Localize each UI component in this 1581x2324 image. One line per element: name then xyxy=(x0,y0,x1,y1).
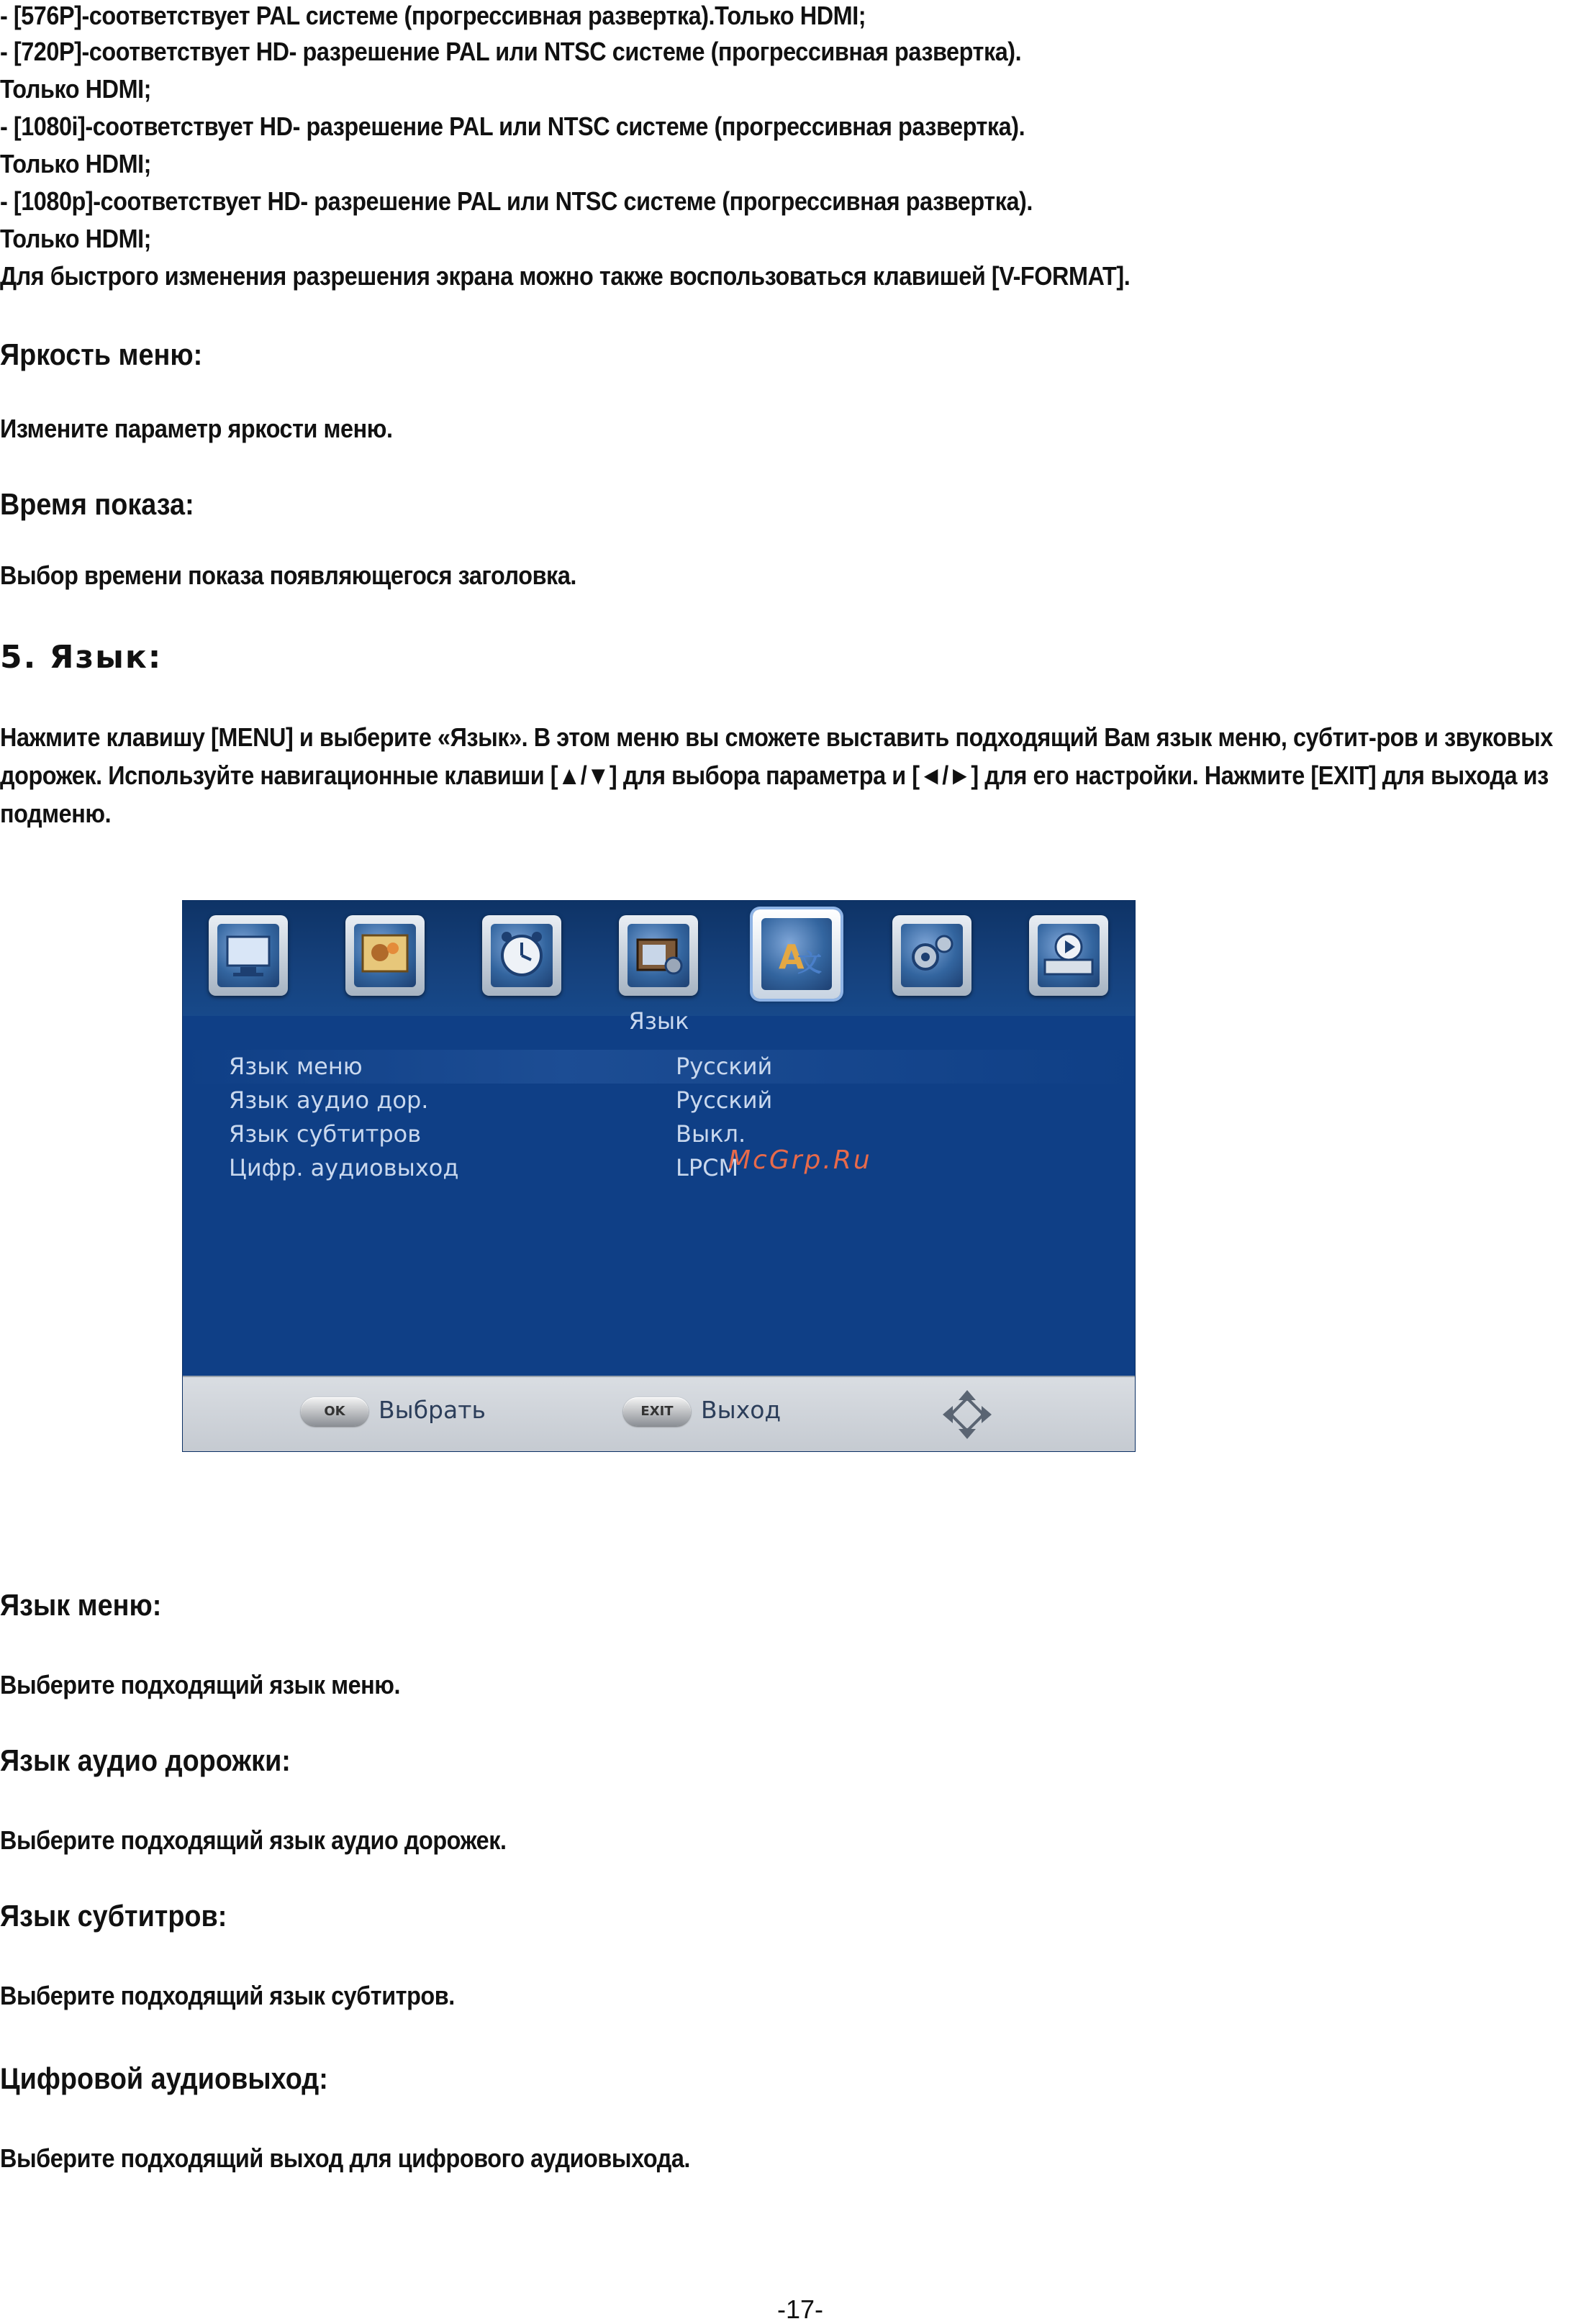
intro-line-576p: - [576P]-соответствует PAL системе (прогрессивная развертка).Только HDMI; xyxy=(0,1,866,30)
svg-text:文: 文 xyxy=(797,949,822,978)
row-value: Русский xyxy=(676,1053,773,1080)
intro-line-v-format: Для быстрого изменения разрешения экрана можно также воспользоваться клавишей [V-FORMAT]. xyxy=(0,261,1131,291)
audio-language-heading: Язык аудио дорожки: xyxy=(0,1743,291,1777)
menu-title: Язык xyxy=(628,1007,689,1035)
menu-language-heading: Язык меню: xyxy=(0,1588,162,1622)
menu-language-text: Выберите подходящий язык меню. xyxy=(0,1670,401,1699)
picture-settings-icon xyxy=(345,915,425,996)
system-settings-icon xyxy=(892,915,971,996)
watermark-text: McGrp.Ru xyxy=(728,1145,872,1175)
intro-line-hdmi-only: Только HDMI; xyxy=(0,224,151,253)
exit-button-label: Выход xyxy=(701,1396,782,1424)
brightness-heading: Яркость меню: xyxy=(0,337,203,371)
menu-row-subtitle-language[interactable] xyxy=(183,1117,1135,1151)
display-time-text: Выбор времени показа появляющегося заголовка. xyxy=(0,560,576,590)
page-number: -17- xyxy=(777,2295,824,2324)
exit-button[interactable]: EXIT xyxy=(623,1397,691,1426)
intro-line-1080p: - [1080p]-соответствует HD- разрешение PAL или NTSC системе (прогрессивная развертка). xyxy=(0,186,1033,216)
digital-audio-text: Выберите подходящий выход для цифрового аудиовыхода. xyxy=(0,2143,690,2173)
row-label: Язык меню xyxy=(229,1053,363,1080)
subtitle-language-heading: Язык субтитров: xyxy=(0,1899,227,1933)
subtitle-language-text: Выберите подходящий язык субтитров. xyxy=(0,1981,455,2010)
section-5-paragraph: Нажмите клавишу [MENU] и выберите «Язык». В этом меню вы сможете выставить подходящий Вам язык меню, субтит-ров и звуковых дорожек. Используйте навигационные клавиши [▲/▼] для выбора параметра и [◄/►] для его настройки. Нажмите [EXIT] для выхода из подменю. xyxy=(0,722,1553,828)
ok-button[interactable]: OK xyxy=(301,1397,368,1426)
row-label: Язык субтитров xyxy=(229,1120,422,1148)
svg-text:A: A xyxy=(779,938,805,976)
row-label: Язык аудио дор. xyxy=(229,1086,429,1114)
display-settings-icon xyxy=(209,915,288,996)
language-settings-icon xyxy=(753,909,841,999)
menu-row-audio-language[interactable] xyxy=(183,1084,1135,1117)
audio-language-text: Выберите подходящий язык аудио дорожек. xyxy=(0,1825,507,1855)
digital-audio-heading: Цифровой аудиовыход: xyxy=(0,2061,328,2095)
intro-line-1080i: - [1080i]-соответствует HD- разрешение PAL или NTSC системе (прогрессивная развертка). xyxy=(0,112,1025,141)
video-settings-icon xyxy=(619,915,698,996)
display-time-heading: Время показа: xyxy=(0,487,194,521)
row-value: Русский xyxy=(676,1086,773,1114)
ok-button-label: Выбрать xyxy=(379,1396,486,1424)
menu-row-digital-audio[interactable] xyxy=(183,1151,1135,1185)
brightness-text: Измените параметр яркости меню. xyxy=(0,414,393,443)
intro-line-720p: - [720P]-соответствует HD- разрешение PAL или NTSC системе (прогрессивная развертка). xyxy=(0,37,1022,66)
intro-line-hdmi-only: Только HDMI; xyxy=(0,74,151,104)
menu-row-menu-language[interactable] xyxy=(183,1050,1135,1084)
row-value: LPCM xyxy=(676,1154,739,1181)
playback-settings-icon xyxy=(1029,915,1108,996)
language-menu-screenshot xyxy=(183,901,1135,1451)
menu-footer xyxy=(183,1376,1135,1451)
navigation-arrows-icon xyxy=(940,1387,995,1442)
row-label: Цифр. аудиовыход xyxy=(229,1154,459,1181)
time-settings-icon xyxy=(482,915,561,996)
menu-icon-bar xyxy=(183,901,1135,1016)
row-value: Выкл. xyxy=(676,1120,746,1148)
intro-line-hdmi-only: Только HDMI; xyxy=(0,149,151,178)
section-5-title: 5. Язык: xyxy=(0,639,163,676)
